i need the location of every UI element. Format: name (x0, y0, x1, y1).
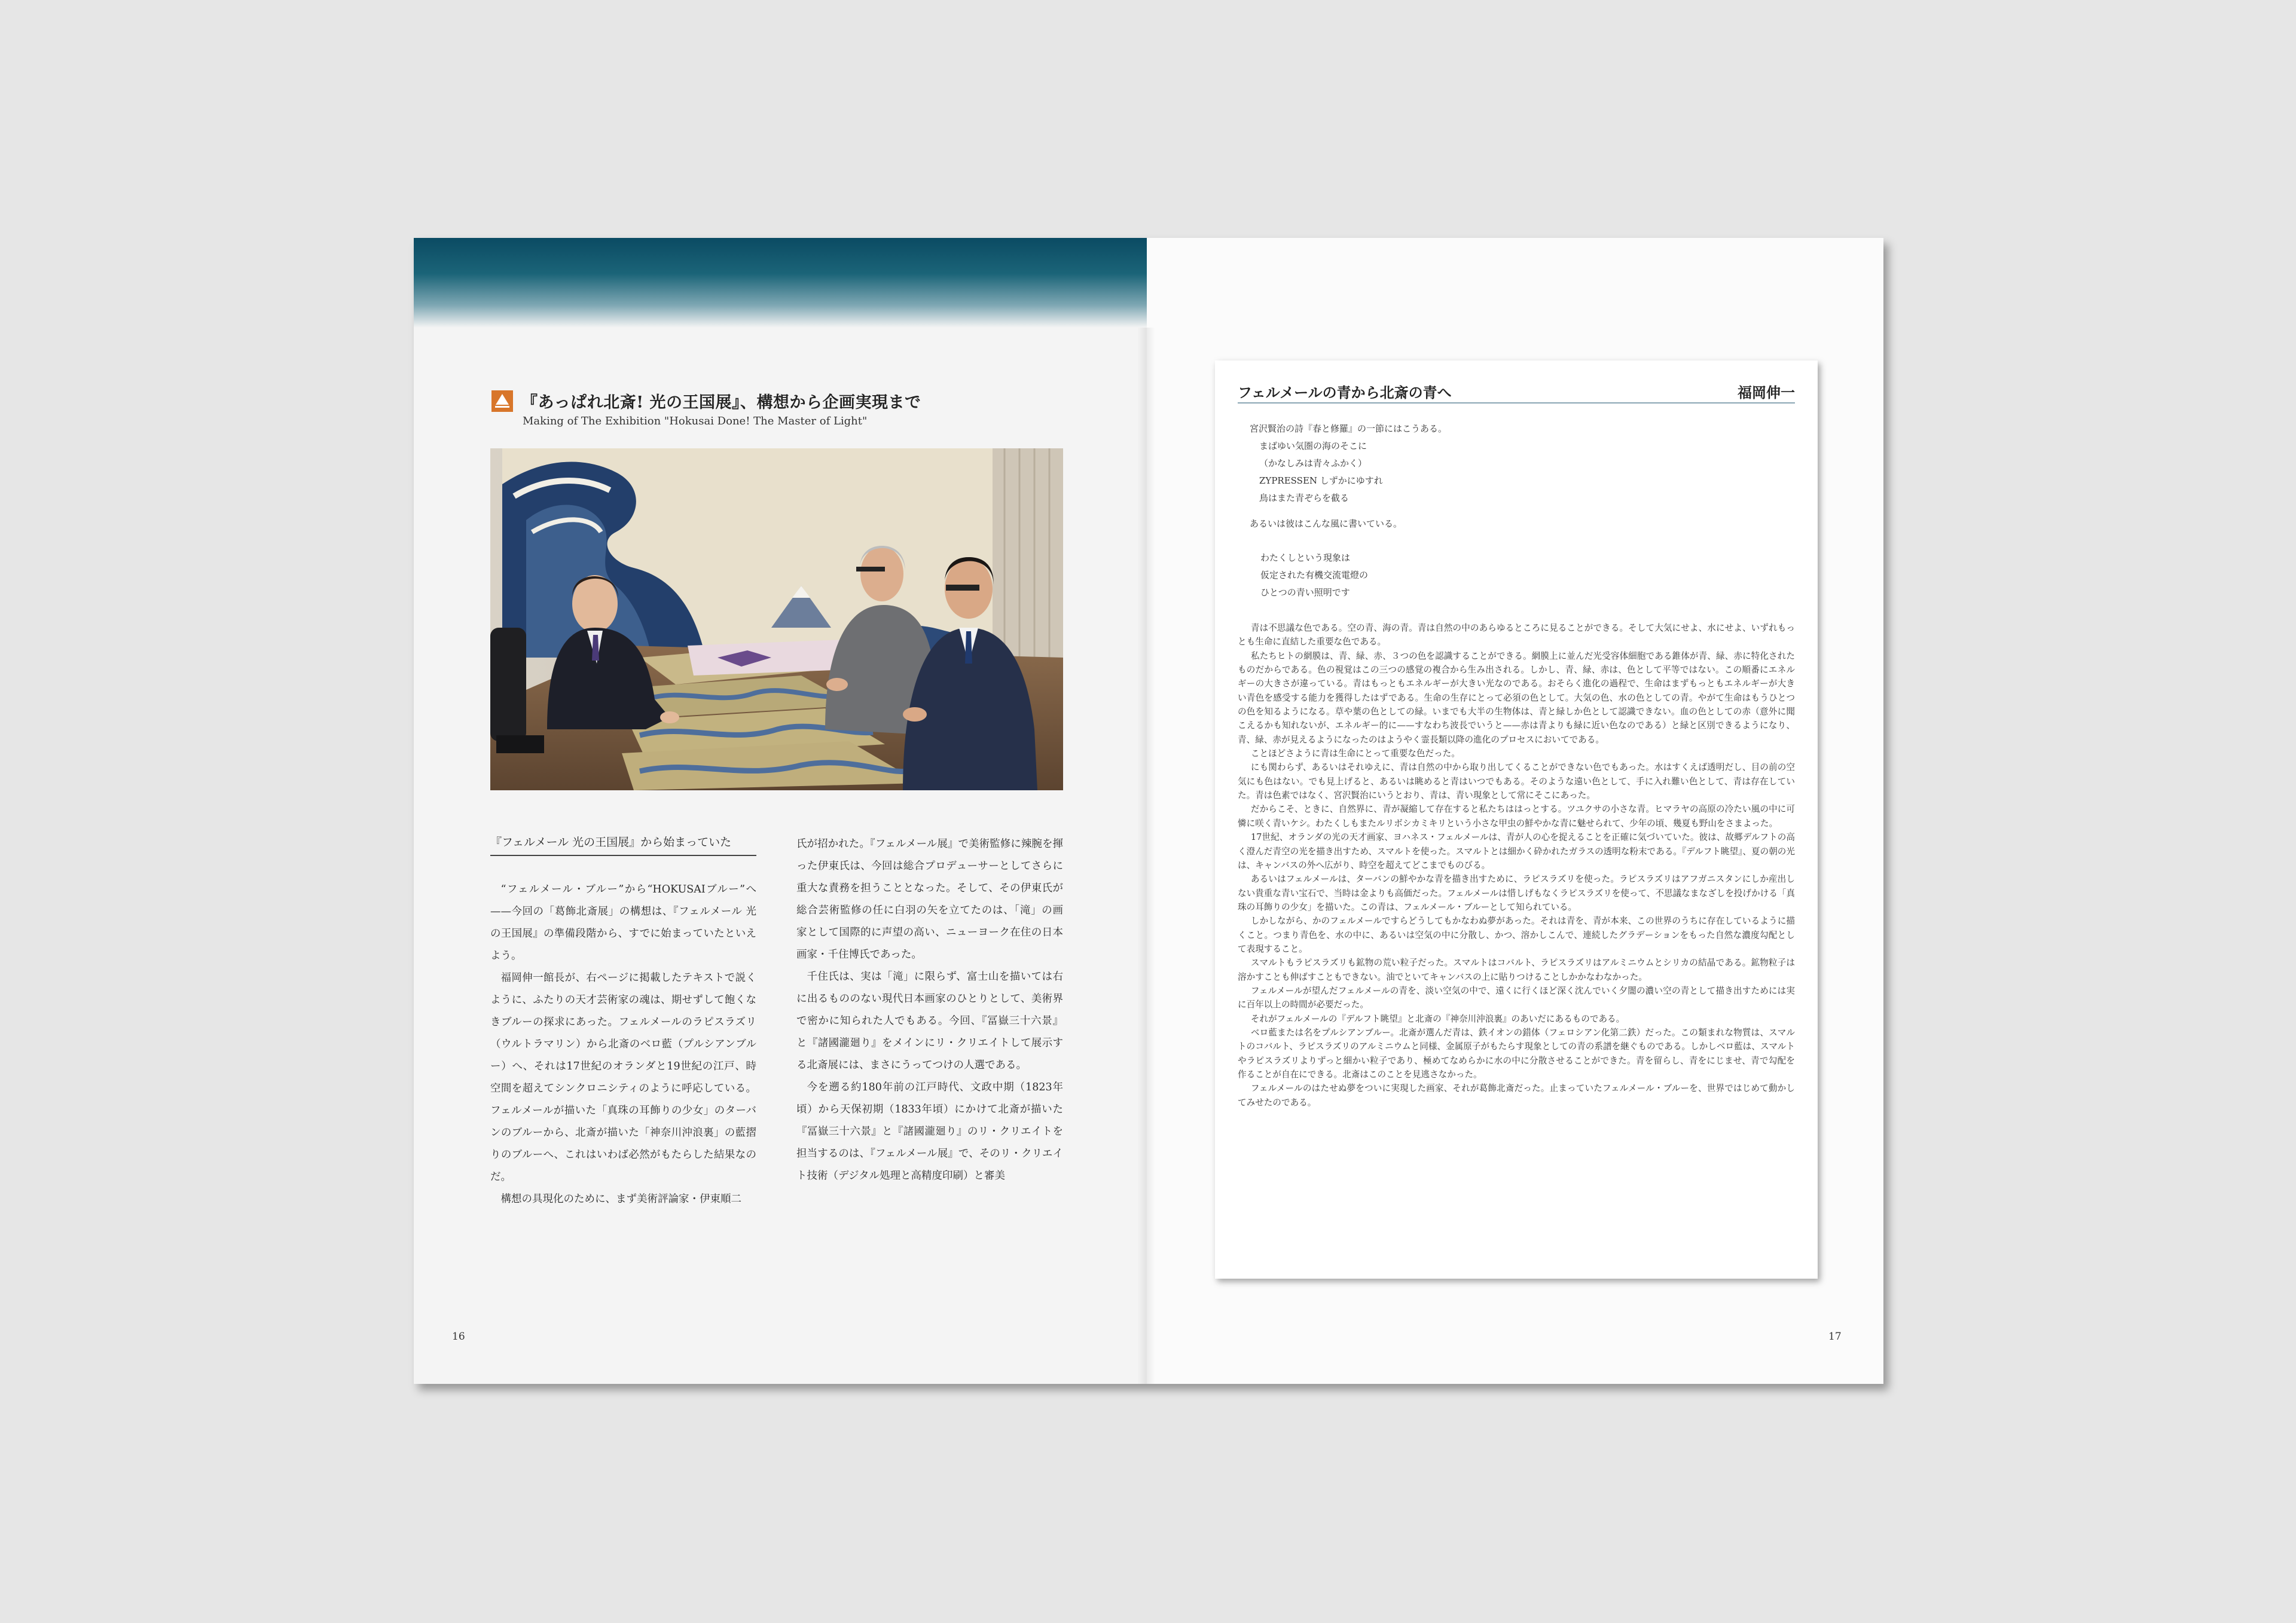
paragraph: それがフェルメールの『デルフト眺望』と北斎の『神奈川沖浪裏』のあいだにあるものである。 (1250, 1013, 1625, 1024)
magazine-spread (414, 238, 1883, 1384)
paragraph: ことほどさように青は生命にとって重要な色だった。 (1250, 748, 1460, 759)
poem-line: ZYPRESSEN しずかにゆすれ (1259, 475, 1383, 486)
page-number-right: 17 (1828, 1331, 1842, 1343)
paragraph: 青は不思議な色である。空の青、海の青。青は自然の中のあらゆるところに見ることができる。そして大気にせよ、水にせよ、いずれもっとも生命に直結した重要な色である。 (1238, 623, 1795, 647)
mountain-logo-icon (491, 390, 513, 412)
poem-line: 仮定された有機交流電燈の (1260, 570, 1369, 580)
paragraph: 私たちヒトの網膜は、青、緑、赤、３つの色を認識することができる。網膜上に並んだ光受容体細胞である錐体が青、緑、赤に特化されたものだからである。色の視覚はこの三つの感覚の複合から生み出される。しかし、青、緑、赤は、色として平等ではない。この順番にエネルギーの大きさが違っている。青はもっともエネルギーが大きい光なのである。おそらく進化の過程で、生命はまずもっともエネルギーが大きい青色を感受する能力を獲得したはずである。生命の生存にとって必須の色として。大気の色、水の色としての青。やがて生命はもうひとつの色を知るようになる。草や葉の色としての緑。いまでも大半の生物体は、青と緑しか色として認識できない。血の色としての赤（意外に聞こえるかも知れないが、エネルギー的に——すなわち波長でいうと——赤は青よりも緑に近い色なのである）と緑と区別できるようになり、青、緑、赤が見えるようになったのはようやく霊長類以降の進化のプロセスにおいてである。 (1238, 650, 1795, 745)
poem-line: （かなしみは青々ふかく） (1259, 458, 1367, 469)
paragraph: だからこそ、ときに、自然界に、青が凝縮して存在すると私たちははっとする。ツユクサの小さな青。ヒマラヤの高原の冷たい風の中に可憐に咲く青いケシ。わたくしもまたルリボシカミキリという小さな甲虫の鮮やかな青に魅せられて、少年の頃、幾夏も野山をさまよった。 (1238, 804, 1795, 829)
essay-card (1215, 360, 1818, 1279)
meeting-photo (490, 448, 1063, 790)
paragraph: 構想の具現化のために、まず美術評論家・伊東順二 (500, 1193, 741, 1205)
essay-author: 福岡伸一 (1738, 384, 1795, 401)
poem-line: 鳥はまた青ぞらを截る (1259, 493, 1349, 503)
article-title: 『あっぱれ北斎! 光の王国展』、構想から企画実現まで (521, 393, 921, 412)
paragraph: 今を遡る約180年前の江戸時代、文政中期（1823年頃）から天保初期（1833年頃）にかけて北斎が描いた『冨嶽三十六景』と『諸國瀧廻り』のリ・クリエイトを担当するのは、『フェルメール展』で、そのリ・クリエイト技術（デジタル処理と高精度印刷）と審美 (796, 1081, 1063, 1182)
poem-line: まばゆい気圏の海のそこに (1259, 441, 1367, 451)
paragraph: 千住氏は、実は「滝」に限らず、富士山を描いては右に出るもののない現代日本画家のひとりとして、美術界で密かに知られた人でもある。今回、『冨嶽三十六景』と『諸國瀧廻り』をメインにリ・クリエイトして展示する北斎展には、まさにうってつけの人選である。 (796, 971, 1063, 1071)
article-subtitle: Making of The Exhibition "Hokusai Done! The Master of Light" (523, 415, 868, 427)
paragraph: 氏が招かれた。『フェルメール展』で美術監修に辣腕を揮った伊東氏は、今回は総合プロデューサーとしてさらに重大な責務を担うこととなった。そして、その伊東氏が総合芸術監修の任に白羽の矢を立てたのは、「滝」の画家として国際的に声望の高い、ニューヨーク在住の日本画家・千住博氏であった。 (796, 838, 1063, 961)
essay-header (1238, 376, 1795, 404)
left-page (414, 238, 1147, 1384)
paragraph: にも関わらず、あるいはそれゆえに、青は自然の中から取り出してくることができない色でもあった。水はすくえば透明だし、目の前の空気にも色はない。でも見上げると、あるいは眺めると青はいつでもある。そのような遠い色として、手に入れ難い色として、青は存在していた。青は色素ではなく、宮沢賢治にいうとおり、青は、青い現象として常にそこにあった。 (1238, 762, 1795, 801)
paragraph: スマルトもラピスラズリも鉱物の荒い粒子だった。スマルトはコバルト、ラピスラズリはアルミニウムとシリカの結晶である。鉱物粒子は溶かすことも伸ばすこともできない。油でといてキャンバスの上に貼りつけることしかかなわなかった。 (1238, 958, 1795, 982)
paragraph: あるいはフェルメールは、ターバンの鮮やかな青を描き出すために、ラピスラズリを使った。ラピスラズリはアフガニスタンにしか産出しない貴重な青い宝石で、当時は金よりも高価だった。フェルメールは惜しげもなくラピスラズリを使って、不思議なまなざしを投げかける「真珠の耳飾りの少女」を描いた。この青は、フェルメール・ブルーとして知られている。 (1238, 874, 1795, 912)
paragraph: フェルメールのはたせぬ夢をついに実現した画家、それが葛飾北斎だった。止まっていたフェルメール・ブルーを、世界ではじめて動かしてみせたのである。 (1238, 1083, 1795, 1108)
poem-intro: 宮沢賢治の詩『春と修羅』の一節にはこうある。 (1250, 423, 1448, 434)
paragraph: ベロ藍または名をプルシアンブルー。北斎が選んだ青は、鉄イオンの錯体（フェロシアン化第二鉄）だった。この類まれな物質は、スマルトのコバルト、ラピスラズリのアルミニウムと同様、金属原子がもたらす現象としての青の系譜を継ぐものである。しかしベロ藍は、スマルトやラピスラズリよりずっと細かい粒子であり、極めてなめらかに水の中に分散させることができた。青を留らし、青をにじませ、青で勾配を作ることが自在にできる。北斎はこのことを見逃さなかった。 (1238, 1027, 1795, 1080)
paragraph: “フェルメール・ブルー”から“HOKUSAIブルー”へ——今回の「葛飾北斎展」の構想は、『フェルメール 光の王国展』の準備段階から、すでに始まっていたといえよう。 (490, 884, 756, 962)
essay-body (1238, 621, 1795, 1109)
poem-line: わたくしという現象は (1260, 552, 1351, 563)
paragraph: しかしながら、かのフェルメールですらどうしてもかなわぬ夢があった。それは青を、青が本来、この世界のうちに存在しているように描くこと。つまり青色を、水の中に、あるいは空気の中に分散し、かつ、溶かしこんで、連続したグラデーションをもった自然な濃度勾配として表現すること。 (1238, 916, 1795, 954)
article-column-2 (796, 833, 1063, 1187)
essay-title: フェルメールの青から北斎の青へ (1238, 384, 1452, 401)
poem-block-1 (1250, 420, 1447, 507)
paragraph: 17世紀、オランダの光の天才画家、ヨハネス・フェルメールは、青が人の心を捉えることを正確に気づいていた。彼は、故郷デルフトの高く澄んだ青空の光を描き出すため、スマルトを使った。スマルトとは細かく砕かれたガラスの透明な粉末である。『デルフト眺望』、夏の朝の光は、キャンバスの外へ広がり、時空を超えてどこまでものびる。 (1238, 832, 1795, 870)
paragraph: 福岡伸一館長が、右ページに掲載したテキストで説くように、ふたりの天才芸術家の魂は、期せずして飽くなきブルーの探求にあった。フェルメールのラピスラズリ（ウルトラマリン）から北斎のベロ藍（プルシアンブルー）へ、それは17世紀のオランダと19世紀の江戸、時空間を超えてシンクロニシティのように呼応している。フェルメールが描いた「真珠の耳飾りの少女」のターバンのブルーから、北斎が描いた「神奈川沖浪裏」の藍摺りのブルーへ、これはいわば必然がもたらした結果なのだ。 (490, 972, 756, 1183)
poem-line: ひとつの青い照明です (1260, 587, 1350, 598)
meeting-photo-illustration (490, 448, 1063, 790)
article-title-row (491, 389, 921, 412)
spine-gutter (1137, 328, 1155, 1384)
article-column-1 (490, 833, 756, 1211)
paragraph: フェルメールが望んだフェルメールの青を、淡い空気の中で、遠くに行くほど深く沈んでいく夕闇の濃い空の青として描き出すためには実に百年以上の時間が必要だった。 (1238, 985, 1795, 1010)
section-heading: 『フェルメール 光の王国展』から始まっていた (490, 833, 756, 856)
poem-block-2 (1260, 549, 1368, 601)
poem-intro-2: あるいは彼はこんな風に書いている。 (1250, 518, 1403, 529)
page-number-left: 16 (452, 1331, 465, 1343)
